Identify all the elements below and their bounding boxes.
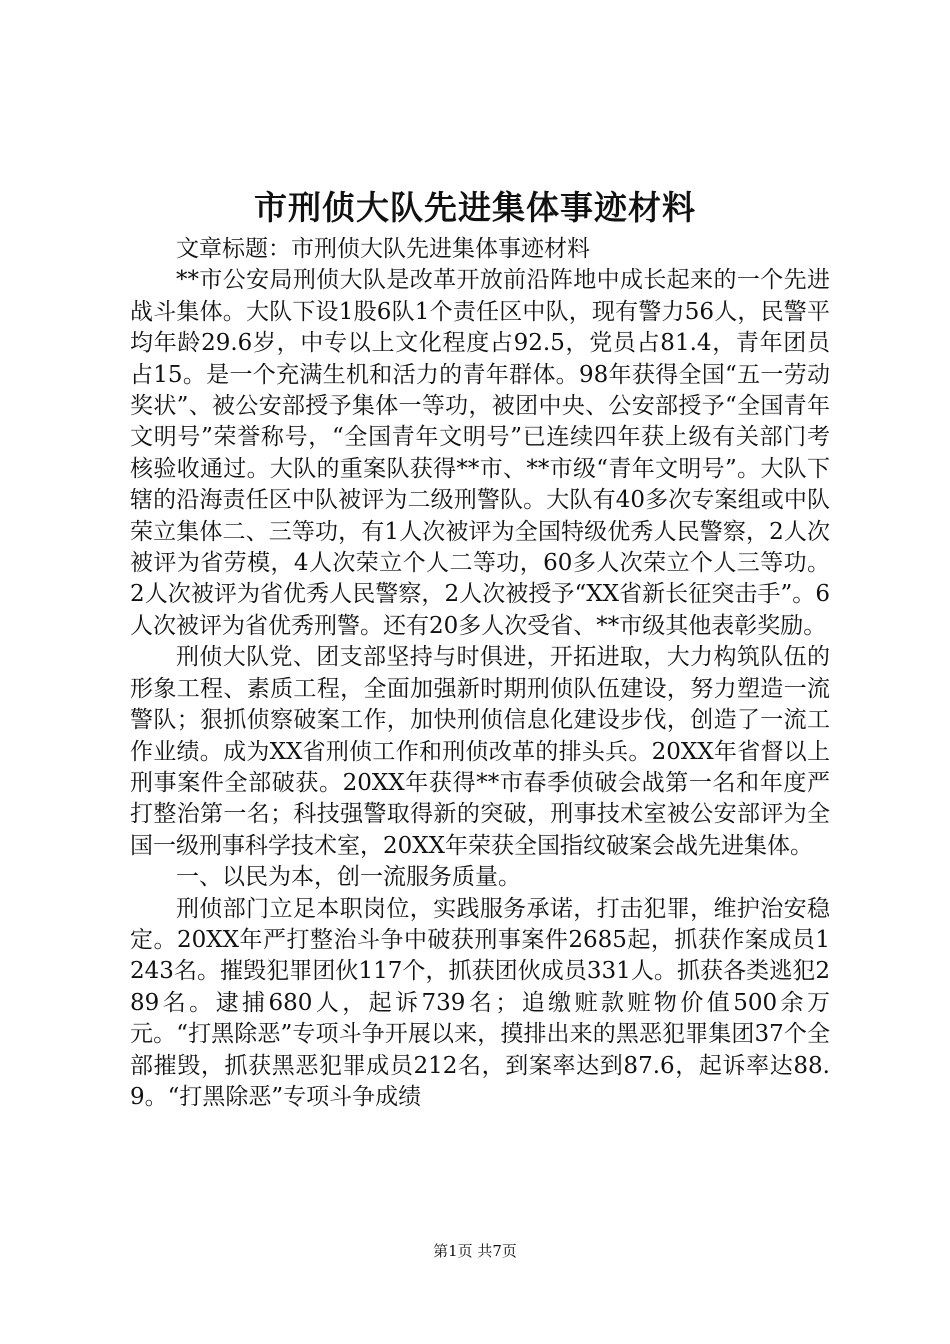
paragraph-team-building: 刑侦大队党、团支部坚持与时俱进，开拓进取，大力构筑队伍的形象工程、素质工程，全面加强新时期刑侦队伍建设，努力塑造一流警队；狠抓侦察破案工作，加快刑侦信息化建设步伐，创造了一流工作业绩。成为XX省刑侦工作和刑侦改革的排头兵。20XX年省督以上刑事案件全部破获。20XX年获得**市春季侦破会战第一名和年度严打整治第一名；科技强警取得新的突破，刑事技术室被公安部评为全国一级刑事科学技术室，20XX年荣获全国指纹破案会战先进集体。 (130, 644, 830, 859)
document-title: 市刑侦大队先进集体事迹材料 (254, 188, 696, 227)
section-heading-1: 一、以民为本，创一流服务质量。 (176, 864, 521, 891)
document-body (130, 234, 830, 1113)
paragraph-service: 刑侦部门立足本职岗位，实践服务承诺，打击犯罪，维护治安稳定。20XX年严打整治斗争中破获刑事案件2685起，抓获作案成员1243名。摧毁犯罪团伙117个，抓获团伙成员331人。抓获各类逃犯289名。逮捕680人，起诉739名；追缴赃款赃物价值500余万元。“打黑除恶”专项斗争开展以来，摸排出来的黑恶犯罪集团37个全部摧毁，抓获黑恶犯罪成员212名，到案率达到87.6，起诉率达88.9。“打黑除恶”专项斗争成绩 (130, 895, 830, 1110)
article-title-line: 文章标题：市刑侦大队先进集体事迹材料 (176, 236, 590, 262)
paragraph-intro: **市公安局刑侦大队是改革开放前沿阵地中成长起来的一个先进战斗集体。大队下设1股6队1个责任区中队，现有警力56人，民警平均年龄29.6岁，中专以上文化程度占92.5，党员占81.4，青年团员占15。是一个充满生机和活力的青年群体。98年获得全国“五一劳动奖状”、被公安部授予集体一等功，被团中央、公安部授予“全国青年文明号”荣誉称号，“全国青年文明号”已连续四年获上级有关部门考核验收通过。大队的重案队获得**市、**市级“青年文明号”。大队下辖的沿海责任区中队被评为二级刑警队。大队有40多次专案组或中队荣立集体二、三等功，有1人次被评为全国特级优秀人民警察，2人次被评为省劳模，4人次荣立个人二等功，60多人次荣立个人三等功。2人次被评为省优秀人民警察，2人次被授予“XX省新长征突击手”。6人次被评为省优秀刑警。还有20多人次受省、**市级其他表彰奖励。 (130, 267, 830, 639)
page-footer: 第1页 共7页 (433, 1242, 517, 1260)
